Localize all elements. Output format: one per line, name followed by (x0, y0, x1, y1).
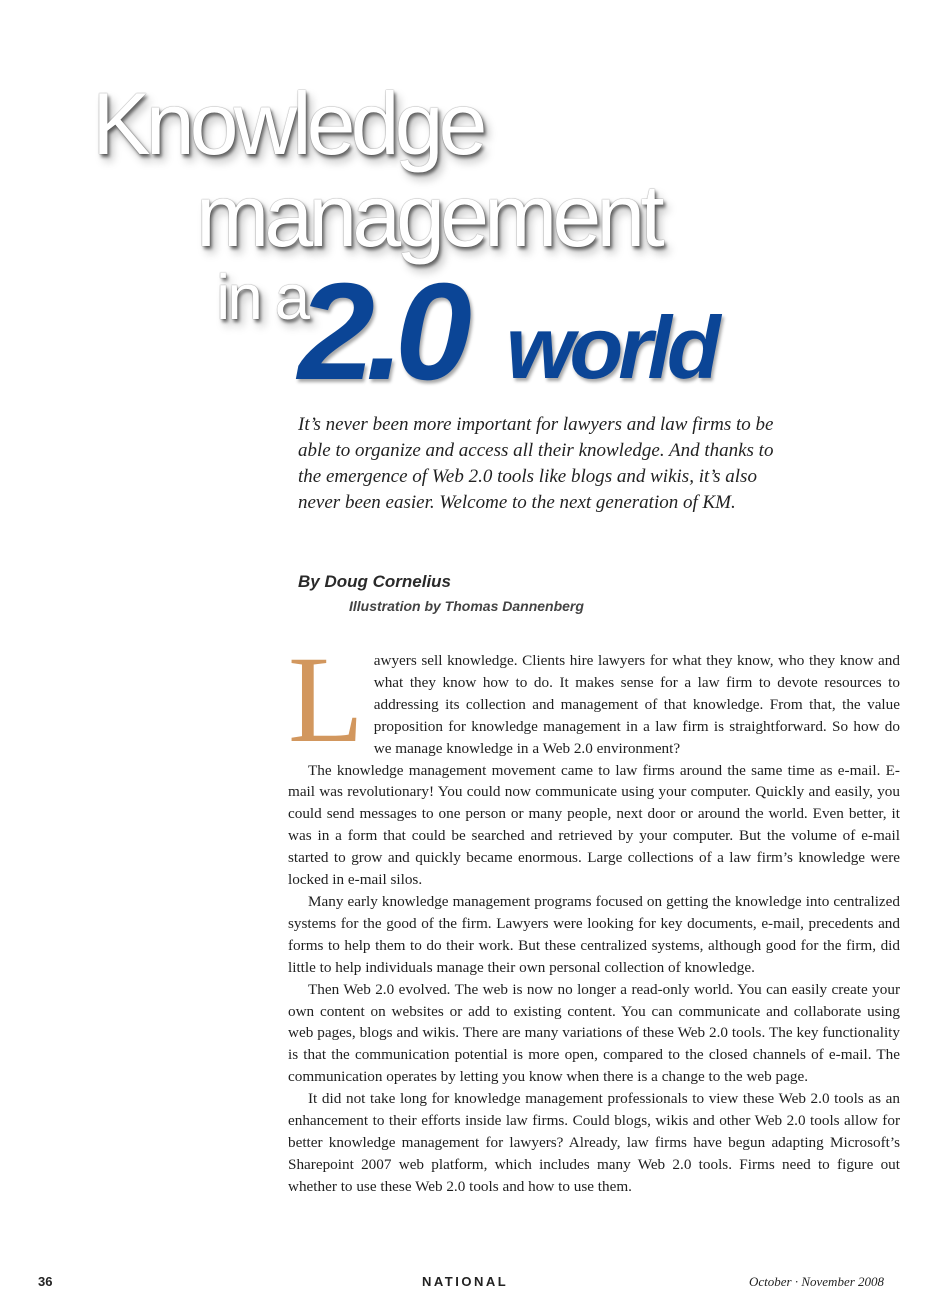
headline-line-knowledge: Knowledge (92, 74, 483, 173)
headline-line-in-a: in a (216, 261, 308, 333)
body-paragraph-1-text: awyers sell knowledge. Clients hire lawyers for what they know, who they know and what they know how to do. It makes sense for a law firm to devote resources to addressing its collection and management of that knowledge. From that, the value proposition for knowledge management in a law firm is straightforward. So how do we manage knowledge in a Web 2.0 environment? (373, 652, 900, 757)
headline-number: 2.0 (298, 255, 463, 409)
drop-cap: L (288, 631, 364, 768)
magazine-name: NATIONAL (422, 1274, 509, 1289)
issue-date: October · November 2008 (749, 1274, 885, 1289)
article-body (288, 631, 900, 1198)
deck-intro: It’s never been more important for lawyers and law firms to be able to organize and access all their knowledge. And thanks to the emergence of Web 2.0 tools like blogs and wikis, it’s also never been easier. Welcome to the next generation of KM. (298, 414, 774, 513)
illustration-credit: Illustration by Thomas Dannenberg (349, 598, 584, 614)
page-number: 36 (38, 1274, 53, 1289)
body-paragraph-4: Then Web 2.0 evolved. The web is now no longer a read-only world. You can easily create your own content on websites or add to existing content. You can communicate and collaborate using web pages, blogs and wikis. There are many variations of these Web 2.0 tools. The key functionality is that the communication potential is more open, compared to the closed channels of e-mail. The communication operates by letting you know when there is a change to the web page. (288, 980, 900, 1086)
body-paragraph-1 (288, 631, 900, 768)
headline-line-management: management (196, 166, 660, 265)
headline-word-world: world (506, 298, 716, 397)
body-paragraph-3: Many early knowledge management programs focused on getting the knowledge into centralized systems for the good of the firm. Lawyers were looking for key documents, e-mail, precedents and forms to help them to do their work. But these centralized systems, although good for the firm, did little to help individuals manage their own personal collection of knowledge. (288, 892, 900, 976)
body-paragraph-5: It did not take long for knowledge management professionals to view these Web 2.0 tools as an enhancement to their efforts inside law firms. Could blogs, wikis and other Web 2.0 tools allow for better knowledge management for lawyers? Already, law firms have begun adapting Microsoft’s Sharepoint 2007 web platform, which includes many Web 2.0 tools. Firms need to figure out whether to use these Web 2.0 tools and how to use them. (288, 1090, 900, 1195)
body-paragraph-2: The knowledge management movement came to law firms around the same time as e-mail. E-mail was revolutionary! You could now communicate using your computer. Quickly and easily, you could send messages to one person or many people, next door or around the world. Even better, it was in a form that could be searched and retrieved by your computer. But the volume of e-mail started to grow and quickly became enormous. Large collections of a law firm’s knowledge were locked in e-mail silos. (288, 761, 900, 889)
author-byline: By Doug Cornelius (298, 572, 452, 591)
